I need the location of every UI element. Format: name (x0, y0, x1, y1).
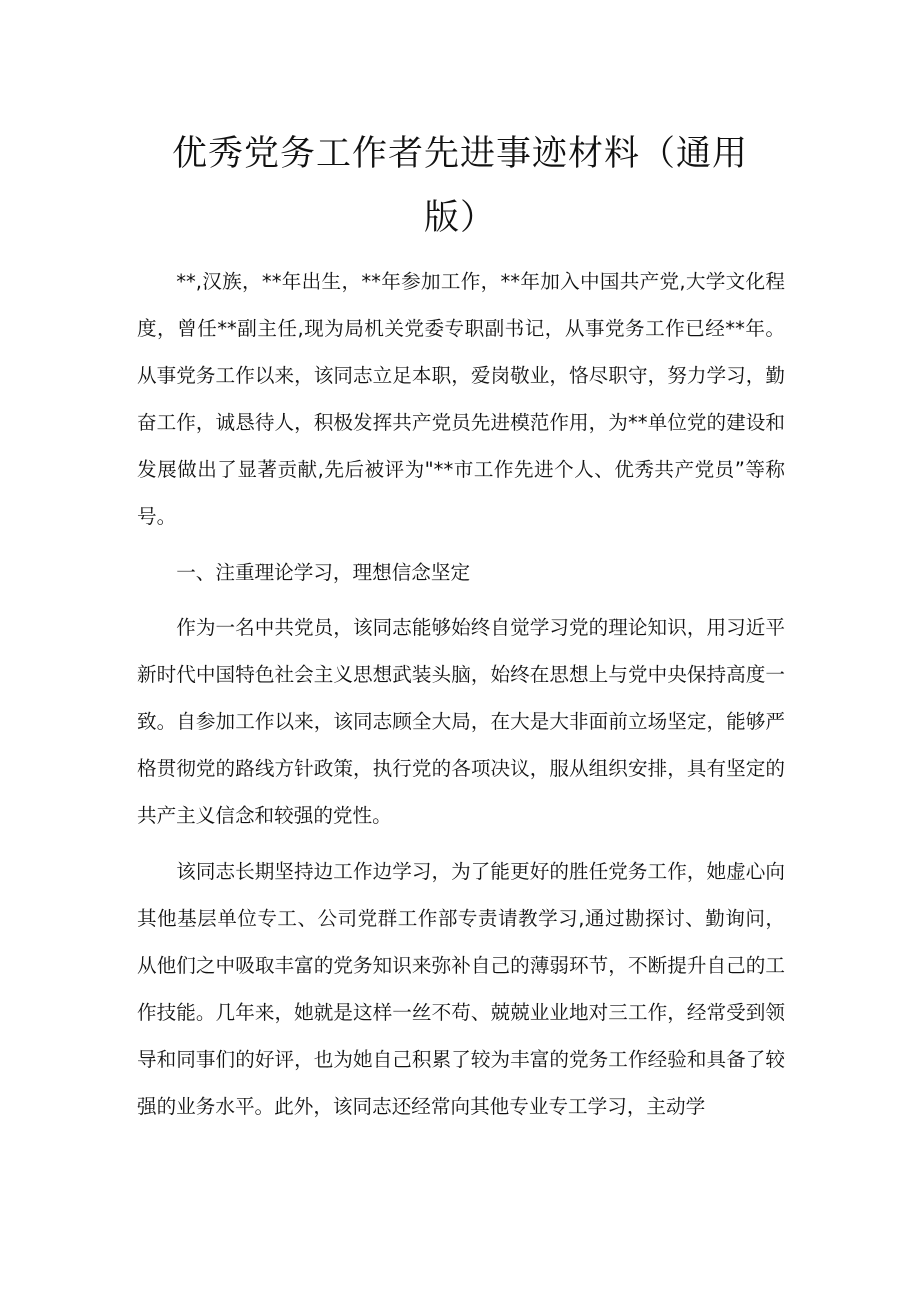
intro-paragraph: **,汉族，**年出生，**年参加工作，**年加入中国共产党,大学文化程度，曾任**副主任,现为局机关党委专职副书记，从事党务工作已经**年。从事党务工作以来，该同志立足本职，爱岗敬业，恪尽职守，努力学习，勤奋工作，诚恳待人，积极发挥共产党员先进模范作用，为**单位党的建设和发展做出了显著贡献,先后被评为"**市工作先进个人、优秀共产党员”等称号。 (137, 270, 785, 528)
body-paragraph-2: 作为一名中共党员，该同志能够始终自觉学习党的理论知识，用习近平新时代中国特色社会主义思想武装头脑，始终在思想上与党中央保持高度一致。自参加工作以来，该同志顾全大局，在大是大非面前立场坚定，能够严格贯彻党的路线方针政策，执行党的各项决议，服从组织安排，具有坚定的共产主义信念和较强的党性。 (137, 616, 785, 827)
document-title-line-2: 版） (423, 198, 496, 238)
document-title (140, 122, 780, 250)
body-paragraph-3: 该同志长期坚持边工作边学习，为了能更好的胜任党务工作，她虚心向其他基层单位专工、公司党群工作部专责请教学习,通过勘探讨、勤询问，从他们之中吸取丰富的党务知识来弥补自己的薄弱环节，不断提升自己的工作技能。几年来，她就是这样一丝不苟、兢兢业业地对三工作，经常受到领导和同事们的好评，也为她自己积累了较为丰富的党务工作经验和具备了较强的业务水平。此外，该同志还经常向其他专业专工学习，主动学 (137, 860, 785, 1118)
section-heading-1: 一、注重理论学习，理想信念坚定 (176, 561, 471, 584)
document-body (137, 258, 785, 1139)
document-title-line-1: 优秀党务工作者先进事迹材料（通用 (171, 134, 748, 174)
